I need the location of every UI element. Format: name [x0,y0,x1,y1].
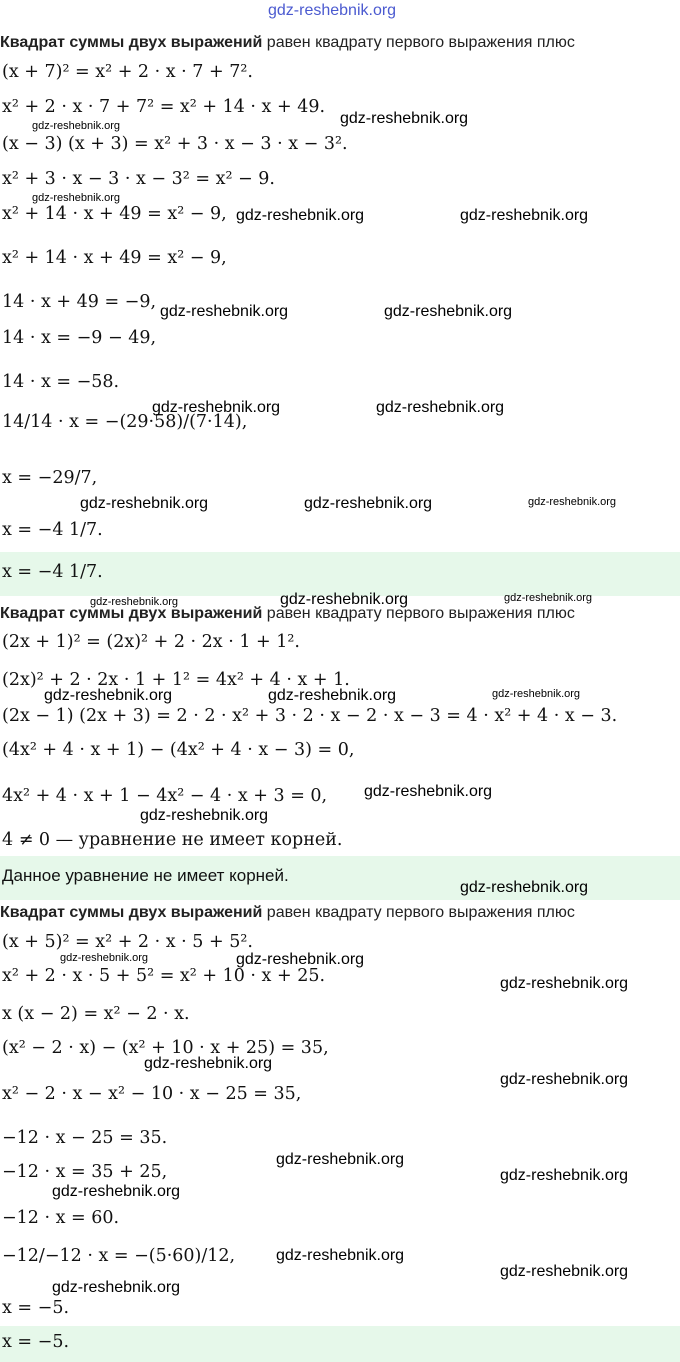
watermark: gdz-reshebnik.org [32,192,121,204]
math-line: −12 · x = 60. [2,1208,120,1228]
watermark: gdz-reshebnik.org [500,1071,629,1088]
math-line: x² + 2 · x · 5 + 5² = x² + 10 · x + 25. [2,966,326,986]
rule-text-2: Квадрат суммы двух выражений равен квадрату первого выражения плюс [0,605,575,622]
math-line-fraction: 14/14 · x = −(29·58)/(7·14), [2,412,248,432]
watermark: gdz-reshebnik.org [44,687,173,704]
math-line: x² + 2 · x · 7 + 7² = x² + 14 · x + 49. [2,97,326,117]
watermark: gdz-reshebnik.org [140,807,269,824]
math-line: −12 · x − 25 = 35. [2,1128,168,1148]
answer-box-1 [0,552,680,596]
watermark: gdz-reshebnik.org [160,303,289,320]
answer-box-3 [0,1326,680,1362]
math-line: (4x² + 4 · x + 1) − (4x² + 4 · x − 3) = 0, [2,740,355,760]
watermark: gdz-reshebnik.org [152,399,281,416]
math-line: x² + 14 · x + 49 = x² − 9, [2,204,227,224]
math-line: −12 · x = 35 + 25, [2,1162,168,1182]
math-line: 14 · x = −58. [2,372,120,392]
math-line: (x² − 2 · x) − (x² + 10 · x + 25) = 35, [2,1038,329,1058]
watermark: gdz-reshebnik.org [268,687,397,704]
watermark: gdz-reshebnik.org [276,1151,405,1168]
math-line-fraction: −12/−12 · x = −(5·60)/12, [2,1246,236,1266]
watermark: gdz-reshebnik.org [364,783,493,800]
math-line: 14 · x + 49 = −9, [2,292,157,312]
watermark: gdz-reshebnik.org [384,303,513,320]
math-line: (2x)² + 2 · 2x · 1 + 1² = 4x² + 4 · x + 1. [2,670,350,690]
answer-text: x = −4 1/7. [2,562,103,582]
watermark: gdz-reshebnik.org [52,1183,181,1200]
watermark: gdz-reshebnik.org [460,207,589,224]
answer-text: x = −5. [2,1332,70,1352]
math-line-fraction: x = −29/7, [2,468,98,488]
math-line-struck: 4x² + 4 · x + 1 − 4x² − 4 · x + 3 = 0, [2,786,328,806]
watermark: gdz-reshebnik.org [504,592,593,604]
watermark: gdz-reshebnik.org [90,596,179,608]
watermark: gdz-reshebnik.org [144,1055,273,1072]
watermark: gdz-reshebnik.org [60,952,149,964]
watermark: gdz-reshebnik.org [528,496,617,508]
watermark: gdz-reshebnik.org [276,1247,405,1264]
header-watermark: gdz-reshebnik.org [268,2,397,19]
watermark: gdz-reshebnik.org [80,495,209,512]
watermark: gdz-reshebnik.org [460,879,589,896]
math-line-struck: x² − 2 · x − x² − 10 · x − 25 = 35, [2,1084,302,1104]
watermark: gdz-reshebnik.org [32,120,121,132]
watermark: gdz-reshebnik.org [500,1263,629,1280]
math-line: (x − 3) (x + 3) = x² + 3 · x − 3 · x − 3². [2,134,348,154]
math-line: x² + 3 · x − 3 · x − 3² = x² − 9. [2,169,275,189]
watermark: gdz-reshebnik.org [236,951,365,968]
rule-text-3: Квадрат суммы двух выражений равен квадрату первого выражения плюс [0,904,575,921]
watermark: gdz-reshebnik.org [52,1279,181,1296]
math-line: (x + 5)² = x² + 2 · x · 5 + 5². [2,932,253,952]
math-line-struck: x² + 14 · x + 49 = x² − 9, [2,248,227,268]
watermark: gdz-reshebnik.org [500,1167,629,1184]
math-line: 4 ≠ 0 — уравнение не имеет корней. [2,830,343,850]
math-line: x = −5. [2,1298,70,1318]
math-line: (2x + 1)² = (2x)² + 2 · 2x · 1 + 1². [2,632,300,652]
watermark: gdz-reshebnik.org [500,975,629,992]
math-line: (x + 7)² = x² + 2 · x · 7 + 7². [2,62,253,82]
watermark: gdz-reshebnik.org [236,207,365,224]
watermark: gdz-reshebnik.org [280,591,409,608]
watermark: gdz-reshebnik.org [340,110,469,127]
watermark: gdz-reshebnik.org [304,495,433,512]
watermark: gdz-reshebnik.org [492,688,581,700]
math-line: x (x − 2) = x² − 2 · x. [2,1004,190,1024]
rule-text-1: Квадрат суммы двух выражений равен квадрату первого выражения плюс [0,34,575,51]
watermark: gdz-reshebnik.org [376,399,505,416]
math-line: (2x − 1) (2x + 3) = 2 · 2 · x² + 3 · 2 · x − 2 · x − 3 = 4 · x² + 4 · x − 3. [2,706,618,726]
math-line-mixed: x = −4 1/7. [2,520,103,540]
answer-text: Данное уравнение не имеет корней. [2,866,289,885]
math-line: 14 · x = −9 − 49, [2,328,157,348]
